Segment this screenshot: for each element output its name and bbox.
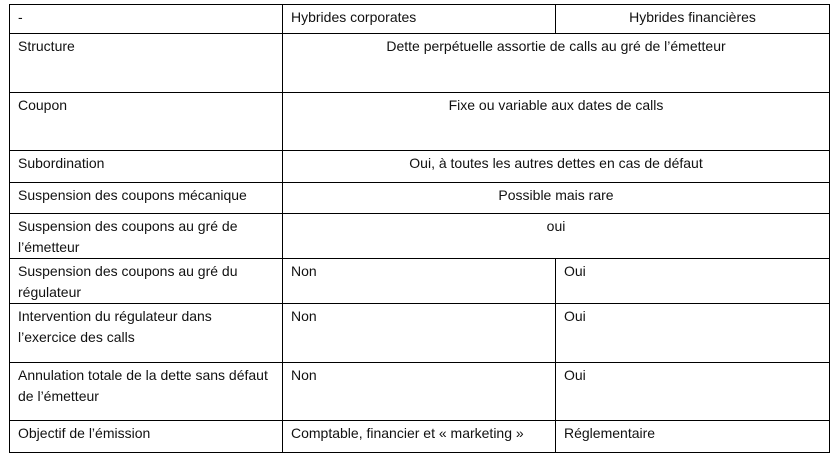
row-label: Suspension des coupons au gré du régulateur [10, 259, 283, 304]
table-row [10, 183, 830, 214]
row-label: Suspension des coupons au gré de l’émetteur [10, 214, 283, 259]
financial-value: Oui [556, 363, 830, 421]
row-label: Coupon [10, 93, 283, 151]
table-row [10, 259, 830, 304]
table-row [10, 363, 830, 421]
row-label: Suspension des coupons mécanique [10, 183, 283, 214]
row-label: Intervention du régulateur dans l’exercice des calls [10, 304, 283, 363]
row-label: Structure [10, 34, 283, 93]
financial-value: Oui [556, 304, 830, 363]
row-label: Annulation totale de la dette sans défaut de l’émetteur [10, 363, 283, 421]
table-row [10, 214, 830, 259]
corporate-value: Comptable, financier et « marketing » [283, 421, 556, 453]
corporate-value: Non [283, 304, 556, 363]
table-row [10, 421, 830, 453]
corporate-value: Non [283, 259, 556, 304]
header-row [10, 5, 830, 34]
table-row [10, 34, 830, 93]
comparison-table [9, 4, 830, 453]
table-row [10, 93, 830, 151]
merged-value: Possible mais rare [283, 183, 830, 214]
merged-value: Dette perpétuelle assortie de calls au gré de l’émetteur [283, 34, 830, 93]
merged-value: Fixe ou variable aux dates de calls [283, 93, 830, 151]
row-label: Objectif de l’émission [10, 421, 283, 453]
financial-value: Réglementaire [556, 421, 830, 453]
header-corner-cell: - [10, 5, 283, 34]
financial-value: Oui [556, 259, 830, 304]
table-row [10, 151, 830, 183]
merged-value: oui [283, 214, 830, 259]
header-financial-cell: Hybrides financières [556, 5, 830, 34]
merged-value: Oui, à toutes les autres dettes en cas de défaut [283, 151, 830, 183]
corporate-value: Non [283, 363, 556, 421]
table-row [10, 304, 830, 363]
header-corporate-cell: Hybrides corporates [283, 5, 556, 34]
row-label: Subordination [10, 151, 283, 183]
